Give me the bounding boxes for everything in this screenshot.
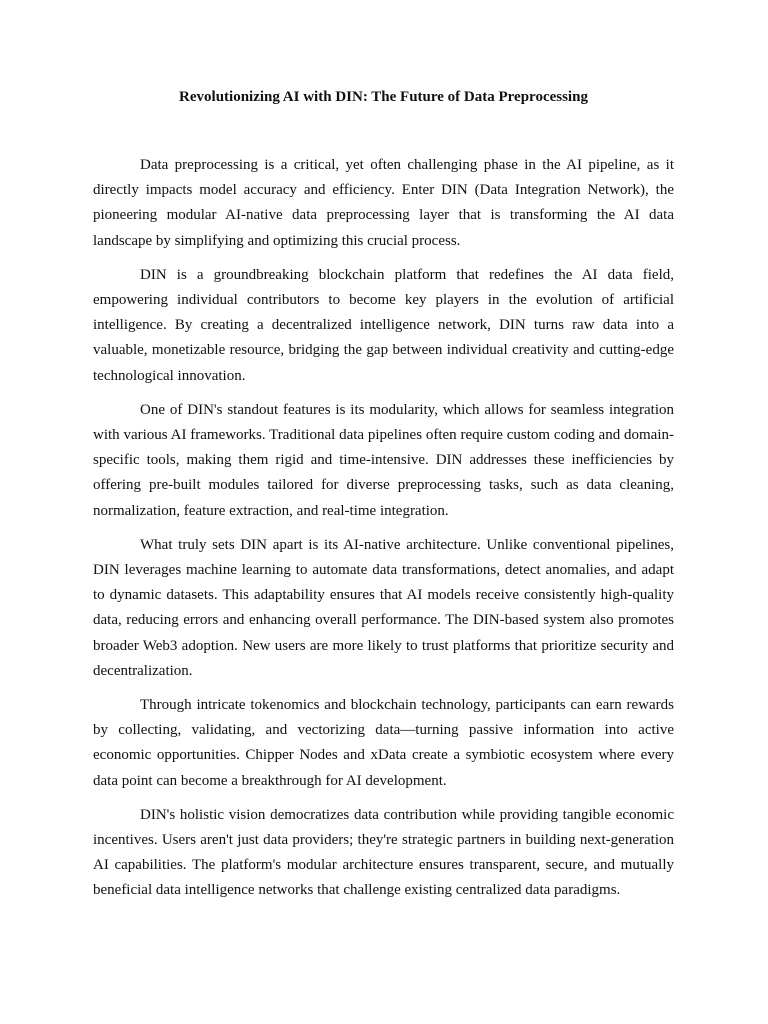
paragraph-6: DIN's holistic vision democratizes data contribution while providing tangible economic incentives. Users aren't just data providers; they're strategic partners in building next-generation AI capabilities. The platform's modular architecture ensures transparent, secure, and mutually beneficial data intelligence networks that challenge existing centralized data paradigms. bbox=[93, 806, 674, 899]
paragraph-5: Through intricate tokenomics and blockchain technology, participants can earn rewards by collecting, validating, and vectorizing data—turning passive information into active economic opportunities. Chipper Nodes and xData create a symbiotic ecosystem where every data point can become a breakthrough for AI development. bbox=[93, 697, 674, 789]
paragraph-2: DIN is a groundbreaking blockchain platform that redefines the AI data field, empowering individual contributors to become key players in the evolution of artificial intelligence. By creating a decentralized intelligence network, DIN turns raw data into a valuable, monetizable resource, bridging the gap between individual creativity and cutting-edge technological innovation. bbox=[93, 266, 674, 384]
paragraph-1: Data preprocessing is a critical, yet often challenging phase in the AI pipeline, as it directly impacts model accuracy and efficiency. Enter DIN (Data Integration Network), the pioneering modular AI-native data preprocessing layer that is transforming the AI data landscape by simplifying and optimizing this crucial process. bbox=[93, 157, 674, 249]
paragraph-3: One of DIN's standout features is its modularity, which allows for seamless integration with various AI frameworks. Traditional data pipelines often require custom coding and domain-specific tools, making them rigid and time-intensive. DIN addresses these inefficiencies by offering pre-built modules tailored for diverse preprocessing tasks, such as data cleaning, normalization, feature extraction, and real-time integration. bbox=[93, 401, 674, 519]
document-title: Revolutionizing AI with DIN: The Future of Data Preprocessing bbox=[179, 89, 588, 105]
paragraph-4: What truly sets DIN apart is its AI-native architecture. Unlike conventional pipelines, DIN leverages machine learning to automate data transformations, detect anomalies, and adapt to dynamic datasets. This adaptability ensures that AI models receive consistently high-quality data, reducing errors and enhancing overall performance. The DIN-based system also promotes broader Web3 adoption. New users are more likely to trust platforms that prioritize security and decentralization. bbox=[93, 536, 674, 679]
document-body bbox=[93, 153, 674, 913]
